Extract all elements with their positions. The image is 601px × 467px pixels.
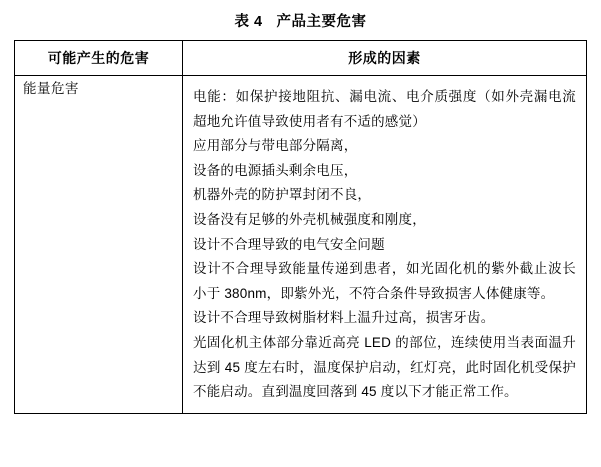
factor-item: 光固化机主体部分靠近高亮 LED 的部位，连续使用当表面温升达到 45 度左右时，温度保护启动，红灯亮，此时固化机受保护不能启动。直到温度回落到 45 度以下才能正常工作。: [193, 334, 576, 400]
factor-item: 设计不合理导致能量传递到患者，如光固化机的紫外截止波长小于 380nm，即紫外光，不符合条件导致损害人体健康等。: [193, 261, 576, 301]
factor-item: 电能：如保护接地阻抗、漏电流、电介质强度（如外壳漏电流超地允许值导致使用者有不适的感觉）: [193, 89, 576, 129]
table-header-row: [15, 41, 587, 76]
factor-item: 应用部分与带电部分隔离，: [193, 138, 358, 154]
factor-item: 设备的电源插头剩余电压，: [193, 162, 358, 178]
cell-hazard-factors: [183, 76, 587, 414]
table-caption-number: 表 4: [234, 14, 263, 30]
table-row: [15, 76, 587, 414]
table-caption-title: 产品主要危害: [276, 14, 367, 30]
column-header-factor: 形成的因素: [183, 41, 587, 76]
column-header-hazard: 可能产生的危害: [15, 41, 183, 76]
factor-item: 设备没有足够的外壳机械强度和刚度，: [193, 211, 426, 227]
cell-hazard-name: 能量危害: [15, 76, 183, 414]
factor-item: 设计不合理导致树脂材料上温升过高，损害牙齿。: [193, 310, 495, 326]
factor-item: 机器外壳的防护罩封闭不良，: [193, 187, 372, 203]
hazards-table: [14, 40, 587, 414]
table-caption: [0, 0, 601, 40]
factor-item: 设计不合理导致的电气安全问题: [193, 236, 385, 252]
